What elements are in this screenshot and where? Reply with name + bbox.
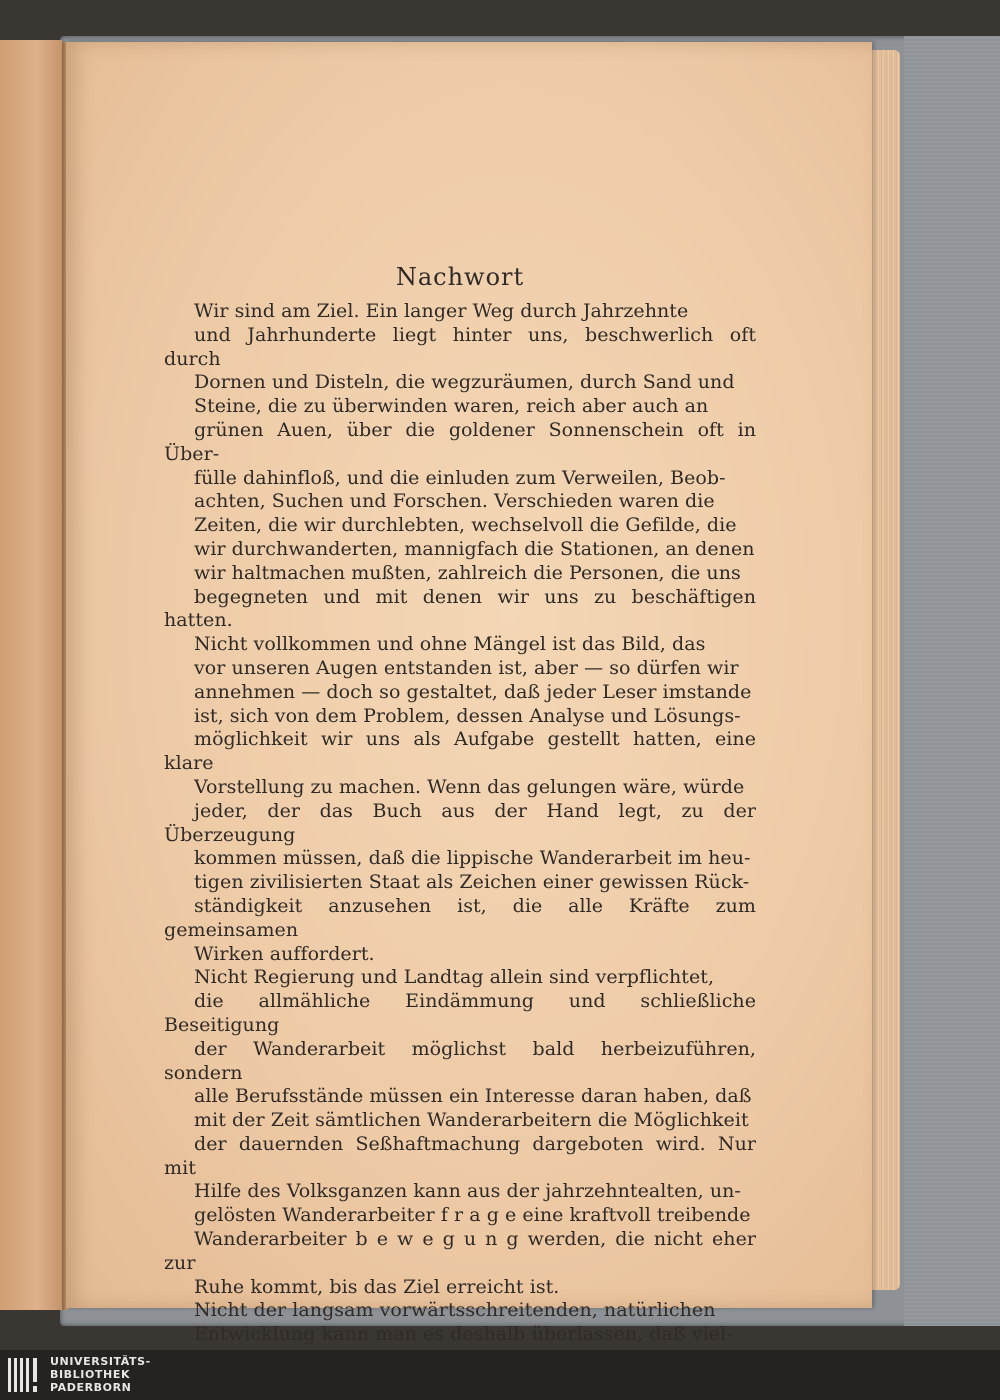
left-page — [0, 40, 62, 1310]
text-line: Nicht der langsam vorwärtsschreitenden, natürlichen — [194, 1299, 716, 1322]
text-line: möglichkeit wir uns als Aufgabe gestellt hatten, eine klare — [164, 728, 756, 775]
text-line: jeder, der das Buch aus der Hand legt, zu der Überzeugung — [164, 799, 756, 846]
text-line: der Wanderarbeit möglichst bald herbeizuführen, sondern — [164, 1037, 756, 1084]
text-line: Ruhe kommt, bis das Ziel erreicht ist. — [194, 1275, 560, 1298]
library-name-line: PADERBORN — [50, 1381, 132, 1394]
library-footer — [0, 1350, 1000, 1400]
right-page — [66, 42, 872, 1346]
page-heading: Nachwort — [395, 263, 525, 291]
text-line: grünen Auen, über die goldener Sonnenschein oft in Über- — [164, 418, 756, 465]
text-line: Nicht vollkommen und ohne Mängel ist das Bild, das — [194, 633, 706, 656]
text-line: wir haltmachen mußten, zahlreich die Personen, die uns — [194, 561, 741, 584]
paragraph-1 — [164, 300, 756, 633]
text-line: tigen zivilisierten Staat als Zeichen einer gewissen Rück- — [194, 871, 750, 894]
text-line: Zeiten, die wir durchlebten, wechselvoll die Gefilde, die — [194, 514, 737, 537]
text-line: und Jahrhunderte liegt hinter uns, beschwerlich oft durch — [164, 323, 756, 370]
text-line: Wir sind am Ziel. Ein langer Weg durch Jahrzehnte — [194, 300, 689, 322]
text-line: kommen müssen, daß die lippische Wanderarbeit im heu- — [194, 847, 751, 870]
text-line: fülle dahinfloß, und die einluden zum Verweilen, Beob- — [194, 466, 726, 489]
text-line: ständigkeit anzusehen ist, die alle Kräfte zum gemeinsamen — [164, 894, 756, 941]
paragraph-2 — [164, 633, 756, 966]
text-line: die allmähliche Eindämmung und schließliche Beseitigung — [164, 990, 756, 1036]
text-line: begegneten und mit denen wir uns zu beschäftigen hatten. — [164, 585, 756, 632]
paragraph-4 — [164, 1299, 756, 1347]
text-line: vor unseren Augen entstanden ist, aber — so dürfen wir — [194, 656, 739, 679]
text-line: wir durchwanderten, mannigfach die Stationen, an denen — [194, 537, 755, 560]
text-line: achten, Suchen und Forschen. Verschieden waren die — [194, 490, 715, 513]
text-line: Steine, die zu überwinden waren, reich aber auch an — [194, 395, 709, 418]
text-line: mit der Zeit sämtlichen Wanderarbeitern die Möglichkeit — [194, 1109, 749, 1132]
text-line: Dornen und Disteln, die wegzuräumen, durch Sand und — [194, 371, 735, 394]
text-line: Hilfe des Volksganzen kann aus der jahrzehntealten, un- — [194, 1180, 741, 1203]
text-line: Wanderarbeiter b e w e g u n g werden, die nicht eher zur — [164, 1228, 756, 1274]
library-barcode-logo-icon — [6, 1356, 42, 1394]
text-line: annehmen — doch so gestaltet, daß jeder Leser imstande — [194, 680, 752, 703]
text-line: ist, sich von dem Problem, dessen Analyse und Lösungs- — [194, 704, 741, 727]
library-name-line: UNIVERSITÄTS- — [50, 1355, 151, 1368]
library-name-line: BIBLIOTHEK — [50, 1368, 131, 1381]
paragraph-3 — [164, 966, 756, 1299]
text-line: Entwicklung kann man es deshalb überlassen, daß viel- — [194, 1323, 733, 1346]
text-line: gelösten Wanderarbeiter f r a g e eine kraftvoll treibende — [194, 1204, 751, 1227]
text-line: Nicht Regierung und Landtag allein sind verpflichtet, — [194, 966, 715, 989]
text-block — [164, 262, 756, 1347]
text-line: der dauernden Seßhaftmachung dargeboten wird. Nur mit — [164, 1132, 756, 1179]
text-line: alle Berufsstände müssen ein Interesse daran haben, daß — [194, 1085, 752, 1108]
library-name — [50, 1355, 151, 1394]
text-line: Vorstellung zu machen. Wenn das gelungen wäre, würde — [194, 775, 745, 798]
text-line: Wirken auffordert. — [194, 942, 375, 965]
